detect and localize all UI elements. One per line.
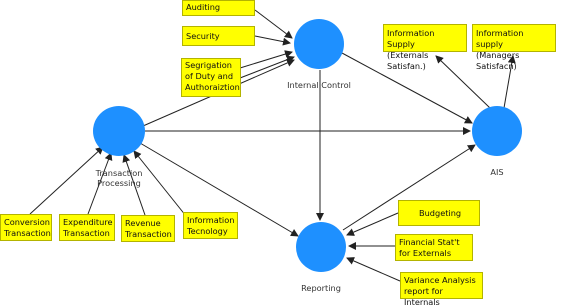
information-technology-box[interactable]: Information Tecnology	[183, 212, 238, 239]
conversion-transaction-box[interactable]: Conversion Transaction	[0, 214, 52, 241]
arrow-variance-to-reporting	[347, 258, 400, 281]
reporting-label: Reporting	[301, 283, 341, 293]
revenue-transaction-box[interactable]: Revenue Transaction	[121, 215, 175, 242]
segregation-box[interactable]: Segrigation of Duty and Authoraiztion	[181, 58, 241, 97]
arrow-segregation-to-internal-control	[240, 52, 292, 68]
transaction-processing-label: Transaction Processing	[95, 168, 143, 188]
info-supply-managers-box[interactable]: Information supply (Managers Satisfacn)	[472, 24, 556, 52]
auditing-box[interactable]: Auditing	[182, 0, 255, 16]
variance-analysis-box[interactable]: Variance Analysis report for Internals	[400, 272, 483, 299]
info-supply-externals-box[interactable]: Information Supply (Externals Satisfan.)	[383, 24, 467, 52]
arrow-security-to-internal-control	[255, 36, 290, 43]
financial-statement-box[interactable]: Financial Stat't for Externals	[395, 234, 473, 261]
arrow-auditing-to-internal-control	[255, 10, 292, 38]
budgeting-box[interactable]: Budgeting	[398, 200, 480, 226]
security-box[interactable]: Security	[182, 26, 255, 46]
reporting-node[interactable]	[296, 222, 346, 272]
arrow-budgeting-to-reporting	[347, 213, 398, 235]
expenditure-transaction-box[interactable]: Expenditure Transaction	[59, 214, 115, 241]
ais-label: AIS	[490, 167, 504, 177]
ais-node[interactable]	[472, 106, 522, 156]
transaction-processing-node[interactable]	[93, 106, 145, 156]
internal-control-node[interactable]	[294, 19, 344, 69]
internal-control-label: Internal Control	[287, 80, 351, 90]
